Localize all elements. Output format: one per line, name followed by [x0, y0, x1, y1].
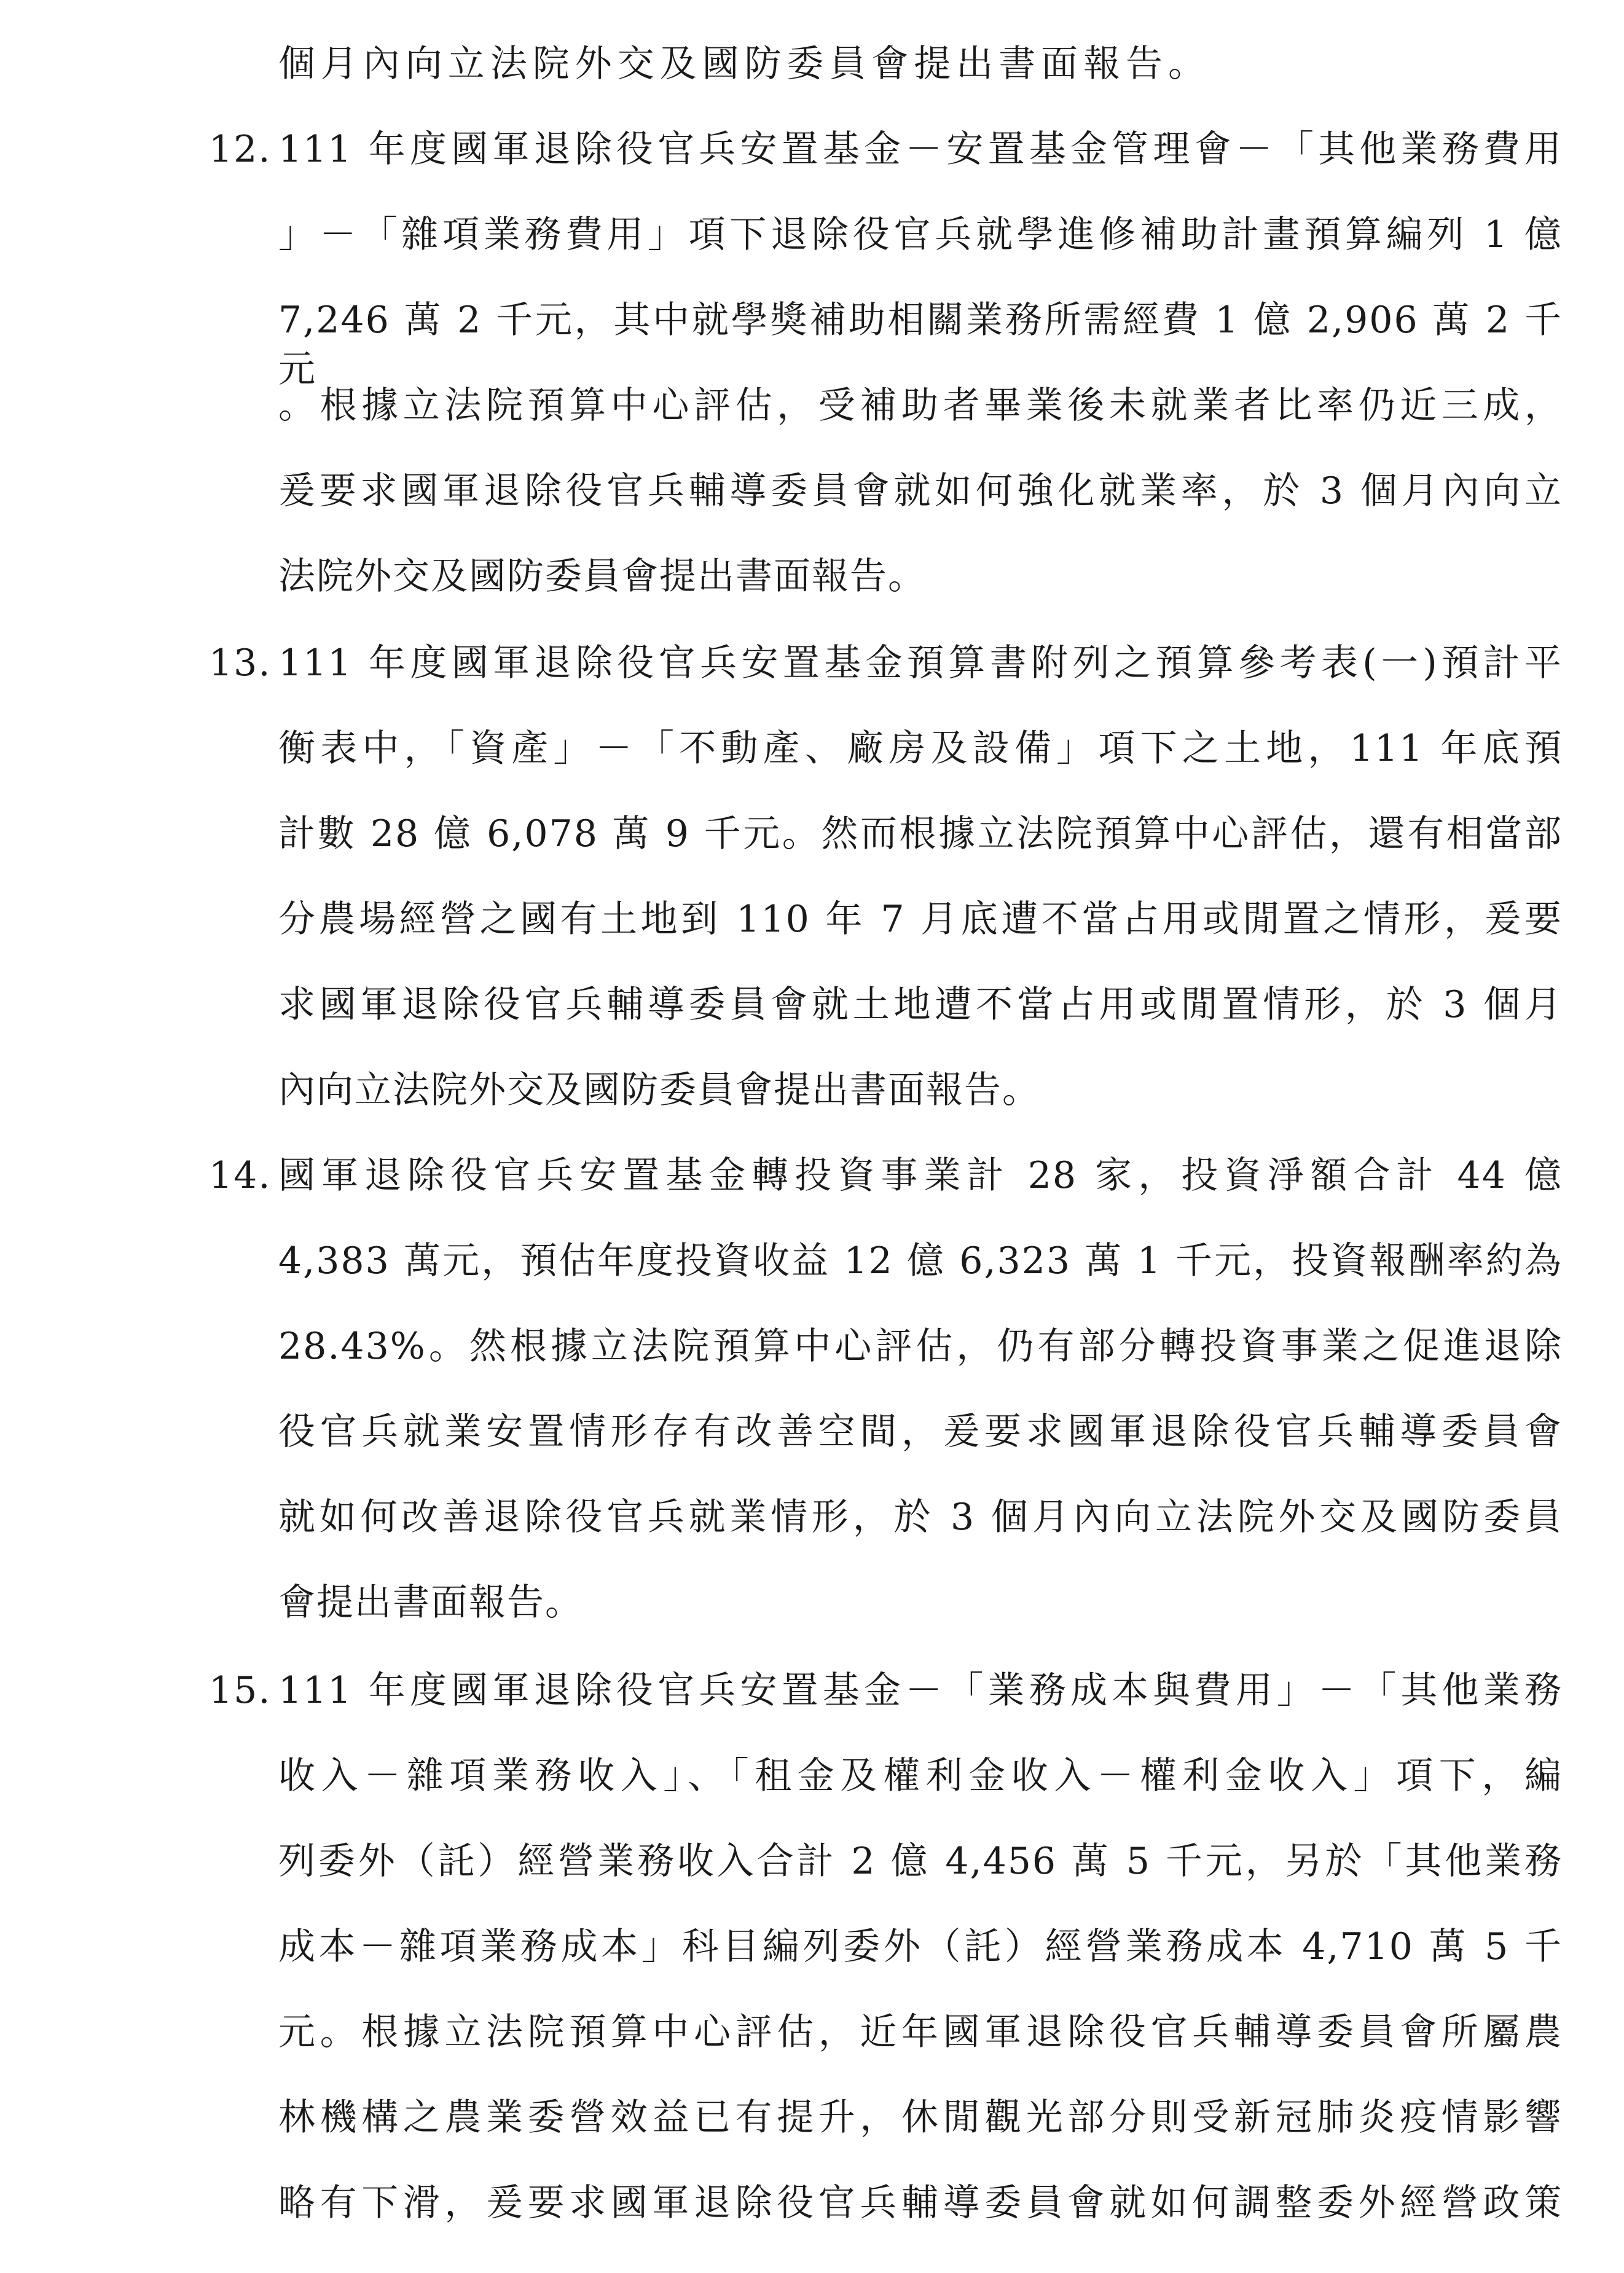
item-12-line-1: 111 年度國軍退除役官兵安置基金－安置基金管理會－「其他業務費用 [278, 128, 1563, 171]
item-12-line-6: 法院外交及國防委員會提出書面報告。 [278, 555, 926, 598]
item-14-line-2: 4,383 萬元，預估年度投資收益 12 億 6,323 萬 1 千元，投資報酬率約為 [278, 1239, 1563, 1282]
item-14-line-1: 國軍退除役官兵安置基金轉投資事業計 28 家，投資淨額合計 44 億 [278, 1154, 1563, 1197]
item-15-line-3: 列委外（託）經營業務收入合計 2 億 4,456 萬 5 千元，另於「其他業務 [278, 1840, 1563, 1883]
item-15-line-4: 成本－雜項業務成本」科目編列委外（託）經營業務成本 4,710 萬 5 千 [278, 1925, 1563, 1968]
item-13-line-6: 內向立法院外交及國防委員會提出書面報告。 [278, 1069, 1040, 1112]
item-number-14: 14. [209, 1154, 272, 1197]
intro-line: 個月內向立法院外交及國防委員會提出書面報告。 [278, 42, 1206, 85]
item-15-line-5: 元。根據立法院預算中心評估，近年國軍退除役官兵輔導委員會所屬農 [278, 2011, 1563, 2054]
item-12-line-2: 」－「雜項業務費用」項下退除役官兵就學進修補助計畫預算編列 1 億 [278, 213, 1563, 256]
item-13-line-3: 計數 28 億 6,078 萬 9 千元。然而根據立法院預算中心評估，還有相當部 [278, 812, 1563, 855]
item-13-line-5: 求國軍退除役官兵輔導委員會就土地遭不當占用或閒置情形，於 3 個月 [278, 983, 1563, 1026]
item-12-line-3: 7,246 萬 2 千元，其中就學獎補助相關業務所需經費 1 億 2,906 萬 2 千元 [278, 299, 1563, 391]
item-13-line-4: 分農場經營之國有土地到 110 年 7 月底遭不當占用或閒置之情形，爰要 [278, 898, 1563, 941]
item-number-13: 13. [209, 642, 272, 685]
item-15-line-1: 111 年度國軍退除役官兵安置基金－「業務成本與費用」－「其他業務 [278, 1669, 1563, 1712]
item-13-line-1: 111 年度國軍退除役官兵安置基金預算書附列之預算參考表(一)預計平 [278, 642, 1563, 685]
item-15-line-6: 林機構之農業委營效益已有提升，休閒觀光部分則受新冠肺炎疫情影響 [278, 2096, 1563, 2139]
item-13-line-2: 衡表中，「資產」－「不動產、廠房及設備」項下之土地，111 年底預 [278, 727, 1563, 770]
item-14-line-4: 役官兵就業安置情形存有改善空間，爰要求國軍退除役官兵輔導委員會 [278, 1410, 1563, 1453]
item-15-line-2: 收入－雜項業務收入」、「租金及權利金收入－權利金收入」項下，編 [278, 1754, 1563, 1797]
item-12-line-4: 。根據立法院預算中心評估，受補助者畢業後未就業者比率仍近三成， [278, 384, 1563, 427]
item-14-line-6: 會提出書面報告。 [278, 1581, 583, 1624]
item-number-12: 12. [209, 128, 272, 171]
item-14-line-5: 就如何改善退除役官兵就業情形，於 3 個月內向立法院外交及國防委員 [278, 1496, 1563, 1539]
item-number-15: 15. [209, 1669, 272, 1712]
item-15-line-7: 略有下滑，爰要求國軍退除役官兵輔導委員會就如何調整委外經營政策 [278, 2181, 1563, 2224]
item-14-line-3: 28.43%。然根據立法院預算中心評估，仍有部分轉投資事業之促進退除 [278, 1325, 1563, 1368]
item-12-line-5: 爰要求國軍退除役官兵輔導委員會就如何強化就業率，於 3 個月內向立 [278, 469, 1563, 512]
